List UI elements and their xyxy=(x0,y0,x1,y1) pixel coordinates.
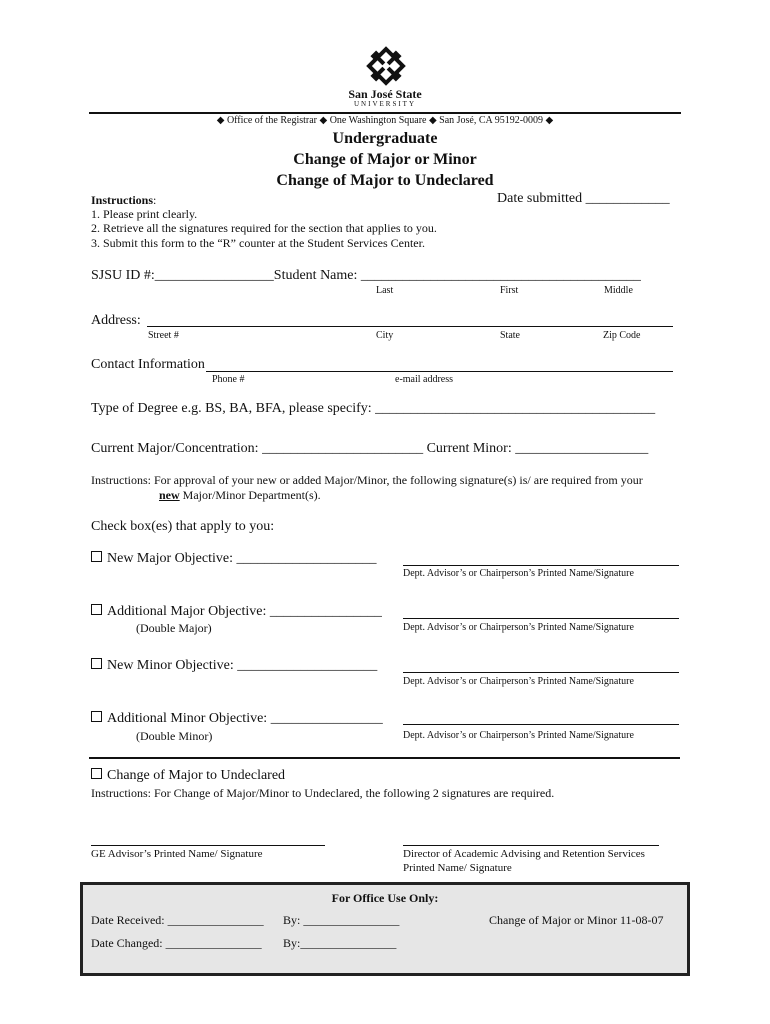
additional-major-checkbox[interactable] xyxy=(91,604,102,615)
sjsu-id-student-name-field[interactable]: SJSU ID #:_________________Student Name: ________________________________________ xyxy=(91,268,641,283)
new-minor-objective xyxy=(91,658,377,674)
name-sub-last: Last xyxy=(376,285,394,296)
change-to-undeclared xyxy=(91,768,285,784)
additional-major-signature-line[interactable] xyxy=(403,618,679,619)
undeclared-label: Change of Major to Undeclared xyxy=(107,768,286,783)
additional-minor-checkbox[interactable] xyxy=(91,711,102,722)
address-sub-street: Street # xyxy=(148,330,179,341)
instructions-label: Instructions xyxy=(91,193,154,207)
degree-type-field[interactable]: Type of Degree e.g. BS, BA, BFA, please specify: ________________________________________ xyxy=(91,401,656,416)
double-minor-note: (Double Minor) xyxy=(136,729,213,743)
changed-by-field[interactable]: By:________________ xyxy=(283,936,397,950)
address-sub-city: City xyxy=(376,330,394,341)
undeclared-instructions: Instructions: For Change of Major/Minor to Undeclared, the following 2 signatures are required. xyxy=(91,786,555,800)
address-sub-zip: Zip Code xyxy=(603,330,641,341)
sjsu-logo xyxy=(356,45,416,87)
check-prompt: Check box(es) that apply to you: xyxy=(91,519,275,534)
contact-label: Contact Information xyxy=(91,357,205,372)
form-version-id: Change of Major or Minor 11-08-07 xyxy=(489,913,664,927)
contact-sub-phone: Phone # xyxy=(212,374,245,385)
instruction-item: 2. Retrieve all the signatures required for the section that applies to you. xyxy=(91,221,437,235)
contact-field[interactable] xyxy=(206,371,673,372)
new-major-objective xyxy=(91,551,376,567)
header-rule xyxy=(89,112,681,114)
director-signature-sublabel: Printed Name/ Signature xyxy=(403,862,512,874)
section-divider xyxy=(89,757,680,759)
name-sub-first: First xyxy=(500,285,519,296)
address-label: Address: xyxy=(91,313,141,328)
logo-name: San José State xyxy=(348,87,422,101)
new-major-checkbox[interactable] xyxy=(91,551,102,562)
new-major-signature-line[interactable] xyxy=(403,565,679,566)
received-by-field[interactable]: By: ________________ xyxy=(283,913,400,927)
additional-minor-objective xyxy=(91,711,383,727)
approval-new-word: new xyxy=(159,488,180,502)
logo-university: UNIVERSITY xyxy=(354,100,416,108)
contact-sub-email: e-mail address xyxy=(395,374,454,385)
approval-instructions-cont xyxy=(159,488,321,503)
instructions-colon: : xyxy=(153,193,157,207)
date-changed-field[interactable]: Date Changed: ________________ xyxy=(91,936,262,950)
additional-minor-signature-label: Dept. Advisor’s or Chairperson’s Printed Name/Signature xyxy=(403,730,634,741)
title-undergraduate: Undergraduate xyxy=(332,130,438,147)
instruction-item: 3. Submit this form to the “R” counter at the Student Services Center. xyxy=(91,236,425,250)
additional-minor-signature-line[interactable] xyxy=(403,724,679,725)
undeclared-checkbox[interactable] xyxy=(91,768,102,779)
logo-wordmark xyxy=(345,88,425,109)
office-use-box xyxy=(80,882,690,976)
additional-minor-objective-field[interactable]: Additional Minor Objective: ________________ xyxy=(107,711,383,726)
registrar-address: ◆ Office of the Registrar ◆ One Washington Square ◆ San José, CA 95192-0009 ◆ xyxy=(216,115,554,126)
ge-advisor-signature-label: GE Advisor’s Printed Name/ Signature xyxy=(91,848,263,860)
double-major-note: (Double Major) xyxy=(136,621,212,635)
additional-major-signature-label: Dept. Advisor’s or Chairperson’s Printed Name/Signature xyxy=(403,622,634,633)
address-field[interactable] xyxy=(147,326,673,327)
director-signature-line[interactable] xyxy=(403,845,659,846)
approval-instructions: Instructions: For approval of your new or added Major/Minor, the following signature(s) is/ are required from your xyxy=(91,473,643,487)
title-change-major-minor: Change of Major or Minor xyxy=(293,151,477,168)
current-major-minor-field[interactable]: Current Major/Concentration: _______________________ Current Minor: ___________________ xyxy=(91,441,649,456)
name-sub-middle: Middle xyxy=(604,285,633,296)
new-minor-checkbox[interactable] xyxy=(91,658,102,669)
office-use-heading: For Office Use Only: xyxy=(331,891,439,905)
new-minor-signature-label: Dept. Advisor’s or Chairperson’s Printed Name/Signature xyxy=(403,676,634,687)
new-minor-signature-line[interactable] xyxy=(403,672,679,673)
instruction-item: 1. Please print clearly. xyxy=(91,207,198,221)
approval-rest: Major/Minor Department(s). xyxy=(179,488,321,502)
date-received-field[interactable]: Date Received: ________________ xyxy=(91,913,264,927)
new-minor-objective-field[interactable]: New Minor Objective: ____________________ xyxy=(107,658,378,673)
title-change-undeclared: Change of Major to Undeclared xyxy=(276,172,494,189)
date-submitted-field[interactable]: Date submitted ____________ xyxy=(497,191,670,206)
new-major-signature-label: Dept. Advisor’s or Chairperson’s Printed Name/Signature xyxy=(403,568,634,579)
director-signature-label: Director of Academic Advising and Retention Services xyxy=(403,848,645,860)
instructions-heading xyxy=(91,193,156,208)
additional-major-objective-field[interactable]: Additional Major Objective: ________________ xyxy=(107,604,382,619)
address-sub-state: State xyxy=(500,330,520,341)
ge-advisor-signature-line[interactable] xyxy=(91,845,325,846)
additional-major-objective xyxy=(91,604,382,620)
new-major-objective-field[interactable]: New Major Objective: ____________________ xyxy=(107,551,377,566)
